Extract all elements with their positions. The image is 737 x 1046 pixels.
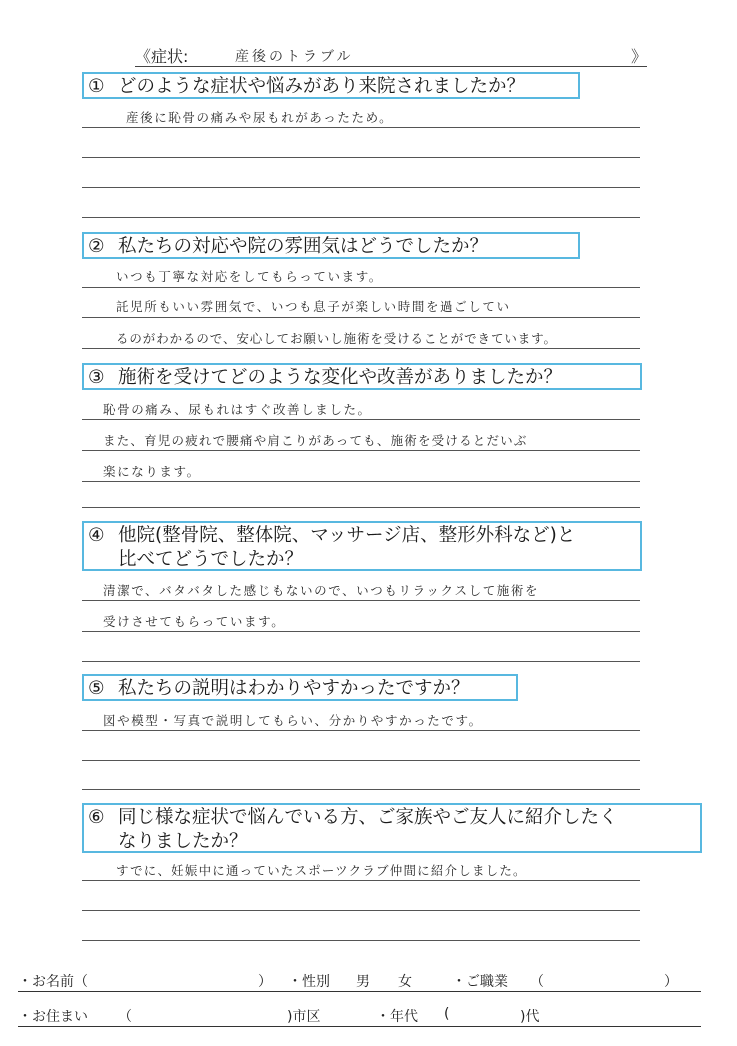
- question-1-text: どのような症状や悩みがあり来院されましたか？: [118, 76, 526, 97]
- name-label: ・お名前（: [18, 974, 88, 990]
- answer-4-line-1[interactable]: 清潔で、バタバタした感じもないので、いつもリラックスして施術を: [103, 583, 540, 598]
- answer-rule: [82, 217, 640, 218]
- answer-2-line-3[interactable]: るのがわかるので、安心してお願いし施術を受けることができています。: [116, 331, 557, 346]
- gender-male-option[interactable]: 男: [356, 974, 370, 990]
- symptom-row: [135, 40, 647, 67]
- answer-rule: [82, 730, 640, 731]
- answer-rule: [82, 940, 640, 941]
- city-suffix: )市区: [287, 1009, 321, 1025]
- question-3-number: ③: [88, 367, 105, 388]
- answer-3-line-3[interactable]: 楽になります。: [103, 464, 201, 479]
- gender-female-option[interactable]: 女: [398, 974, 412, 990]
- answer-rule: [82, 287, 640, 288]
- question-4-number: ④: [88, 525, 105, 546]
- address-open-paren: （: [118, 1009, 132, 1025]
- job-open-paren: （: [530, 974, 544, 990]
- answer-rule: [82, 127, 640, 128]
- name-close-paren: ）: [258, 974, 272, 990]
- answer-rule: [82, 880, 640, 881]
- question-1-number: ①: [88, 76, 105, 97]
- answer-5-line-1[interactable]: 図や模型・写真で説明してもらい、分かりやすかったです。: [103, 713, 483, 728]
- answer-3-line-1[interactable]: 恥骨の痛み、尿もれはすぐ改善しました。: [103, 402, 372, 417]
- question-6-number: ⑥: [88, 807, 105, 828]
- question-1-box: [82, 72, 580, 99]
- question-5-number: ⑤: [88, 678, 105, 699]
- question-2-box: [82, 232, 580, 259]
- question-3-text: 施術を受けてどのような変化や改善がありましたか？: [118, 367, 563, 388]
- answer-rule: [82, 450, 640, 451]
- job-close-paren: ）: [664, 974, 678, 990]
- answer-rule: [82, 348, 640, 349]
- answer-rule: [82, 187, 640, 188]
- question-4-box: [82, 521, 642, 571]
- answer-rule: [82, 631, 640, 632]
- answer-rule: [82, 317, 640, 318]
- answer-6-line-1[interactable]: すでに、妊娠中に通っていたスポーツクラブ仲間に紹介しました。: [116, 863, 527, 878]
- footer-rule-2: [18, 1026, 701, 1027]
- answer-3-line-2[interactable]: また、育児の疲れで腰痛や肩こりがあっても、施術を受けるとだいぶ: [103, 433, 528, 448]
- job-label: ・ご職業: [452, 974, 508, 990]
- age-open-paren: (: [444, 1006, 450, 1022]
- question-5-box: [82, 674, 518, 701]
- answer-rule: [82, 910, 640, 911]
- age-label: ・年代: [376, 1009, 418, 1025]
- gender-label: ・性別: [288, 974, 330, 990]
- symptom-label: 症状:: [151, 47, 189, 66]
- question-2-text: 私たちの対応や院の雰囲気はどうでしたか？: [118, 236, 489, 257]
- answer-rule: [82, 789, 640, 790]
- question-6-text-line-2: なりましたか？: [118, 831, 248, 852]
- footer-rule-1: [18, 991, 701, 992]
- answer-rule: [82, 419, 640, 420]
- symptom-open-bracket: 《: [135, 47, 152, 66]
- answer-1-line-1[interactable]: 産後に恥骨の痛みや尿もれがあったため。: [126, 110, 394, 125]
- symptom-close-bracket: 》: [630, 47, 647, 66]
- symptom-value[interactable]: 産後のトラブル: [235, 49, 354, 65]
- answer-rule: [82, 157, 640, 158]
- question-6-box: [82, 803, 702, 853]
- question-3-box: [82, 363, 642, 390]
- age-suffix: )代: [520, 1009, 540, 1025]
- question-2-number: ②: [88, 236, 105, 257]
- address-label: ・お住まい: [18, 1009, 88, 1025]
- question-6-text-line-1: 同じ様な症状で悩んでいる方、ご家族やご友人に紹介したく: [118, 807, 618, 828]
- question-4-text-line-1: 他院(整骨院、整体院、マッサージ店、整形外科など)と: [118, 525, 576, 546]
- answer-4-line-2[interactable]: 受けさせてもらっています。: [103, 614, 286, 629]
- answer-rule: [82, 600, 640, 601]
- question-4-text-line-2: 比べてどうでしたか？: [118, 549, 304, 570]
- answer-rule: [82, 507, 640, 508]
- answer-rule: [82, 481, 640, 482]
- answer-rule: [82, 760, 640, 761]
- answer-2-line-2[interactable]: 託児所もいい雰囲気で、いつも息子が楽しい時間を過ごしてい: [116, 299, 511, 314]
- answer-rule: [82, 661, 640, 662]
- answer-2-line-1[interactable]: いつも丁寧な対応をしてもらっています。: [116, 269, 383, 284]
- question-5-text: 私たちの説明はわかりやすかったですか？: [118, 678, 470, 699]
